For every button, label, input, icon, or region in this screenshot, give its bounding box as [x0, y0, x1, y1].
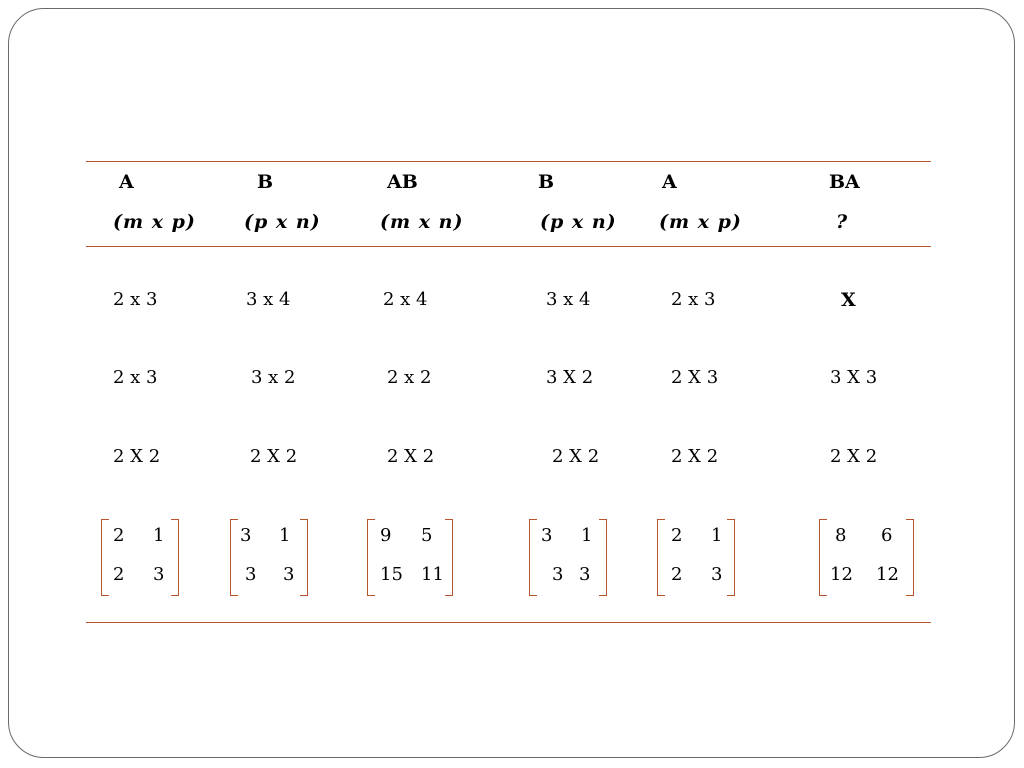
- matrix-entry: 2: [113, 564, 125, 585]
- header-a-2: A: [662, 171, 677, 193]
- right-bracket: [599, 519, 607, 596]
- cell-r3-c6: 2 X 2: [830, 446, 878, 467]
- matrix-entry: 2: [671, 564, 683, 585]
- matrix-entry: 15: [380, 564, 403, 585]
- dim-a-2: (m x p): [659, 211, 742, 233]
- cell-r1-c6: X: [841, 289, 856, 311]
- left-bracket: [657, 519, 665, 596]
- right-bracket: [906, 519, 914, 596]
- matrix-a-2: [657, 519, 735, 598]
- dim-b-2: (p x n): [540, 211, 617, 233]
- matrix-b-2: [529, 519, 607, 598]
- header-rule: [86, 246, 931, 247]
- cell-r1-c2: 3 x 4: [246, 289, 291, 310]
- matrix-entry: 11: [421, 564, 444, 585]
- matrix-b-1: [230, 519, 308, 598]
- cell-r1-c3: 2 x 4: [383, 289, 428, 310]
- cell-r2-c1: 2 x 3: [113, 367, 158, 388]
- matrix-entry: 3: [552, 564, 564, 585]
- header-ba: BA: [829, 171, 860, 193]
- matrix-entry: 1: [581, 525, 593, 546]
- matrix-entry: 6: [881, 525, 893, 546]
- matrix-entry: 3: [711, 564, 723, 585]
- bottom-rule: [86, 622, 931, 623]
- matrix-entry: 2: [113, 525, 125, 546]
- dim-ba: ?: [836, 211, 849, 233]
- dim-a-1: (m x p): [113, 211, 196, 233]
- cell-r3-c2: 2 X 2: [250, 446, 298, 467]
- matrix-entry: 12: [830, 564, 853, 585]
- matrix-entry: 3: [153, 564, 165, 585]
- cell-r2-c6: 3 X 3: [830, 367, 878, 388]
- matrix-entry: 1: [279, 525, 291, 546]
- matrix-entry: 2: [671, 525, 683, 546]
- dim-ab: (m x n): [380, 211, 464, 233]
- left-bracket: [819, 519, 827, 596]
- cell-r3-c5: 2 X 2: [671, 446, 719, 467]
- matrix-entry: 3: [240, 525, 252, 546]
- cell-r2-c5: 2 X 3: [671, 367, 719, 388]
- matrix-entry: 8: [835, 525, 847, 546]
- left-bracket: [101, 519, 109, 596]
- left-bracket: [230, 519, 238, 596]
- matrix-entry: 9: [380, 525, 392, 546]
- matrix-a-1: [101, 519, 179, 598]
- matrix-entry: 12: [876, 564, 899, 585]
- matrix-ba: [819, 519, 914, 598]
- cell-r3-c4: 2 X 2: [552, 446, 600, 467]
- dim-b-1: (p x n): [244, 211, 321, 233]
- header-ab: AB: [387, 171, 418, 193]
- cell-r2-c2: 3 x 2: [251, 367, 296, 388]
- cell-r1-c1: 2 x 3: [113, 289, 158, 310]
- cell-r1-c5: 2 x 3: [671, 289, 716, 310]
- matrix-entry: 3: [245, 564, 257, 585]
- top-rule: [86, 161, 931, 162]
- matrix-entry: 5: [421, 525, 433, 546]
- cell-r3-c3: 2 X 2: [387, 446, 435, 467]
- cell-r1-c4: 3 x 4: [546, 289, 591, 310]
- matrix-entry: 3: [283, 564, 295, 585]
- cell-r3-c1: 2 X 2: [113, 446, 161, 467]
- header-b-2: B: [538, 171, 555, 193]
- right-bracket: [300, 519, 308, 596]
- matrix-entry: 1: [153, 525, 165, 546]
- right-bracket: [727, 519, 735, 596]
- right-bracket: [445, 519, 453, 596]
- matrix-entry: 3: [579, 564, 591, 585]
- left-bracket: [529, 519, 537, 596]
- matrix-entry: 3: [541, 525, 553, 546]
- header-a-1: A: [119, 171, 134, 193]
- matrix-ab: [367, 519, 453, 598]
- right-bracket: [171, 519, 179, 596]
- cell-r2-c3: 2 x 2: [387, 367, 432, 388]
- matrix-entry: 1: [711, 525, 723, 546]
- left-bracket: [367, 519, 375, 596]
- header-b-1: B: [257, 171, 274, 193]
- cell-r2-c4: 3 X 2: [546, 367, 594, 388]
